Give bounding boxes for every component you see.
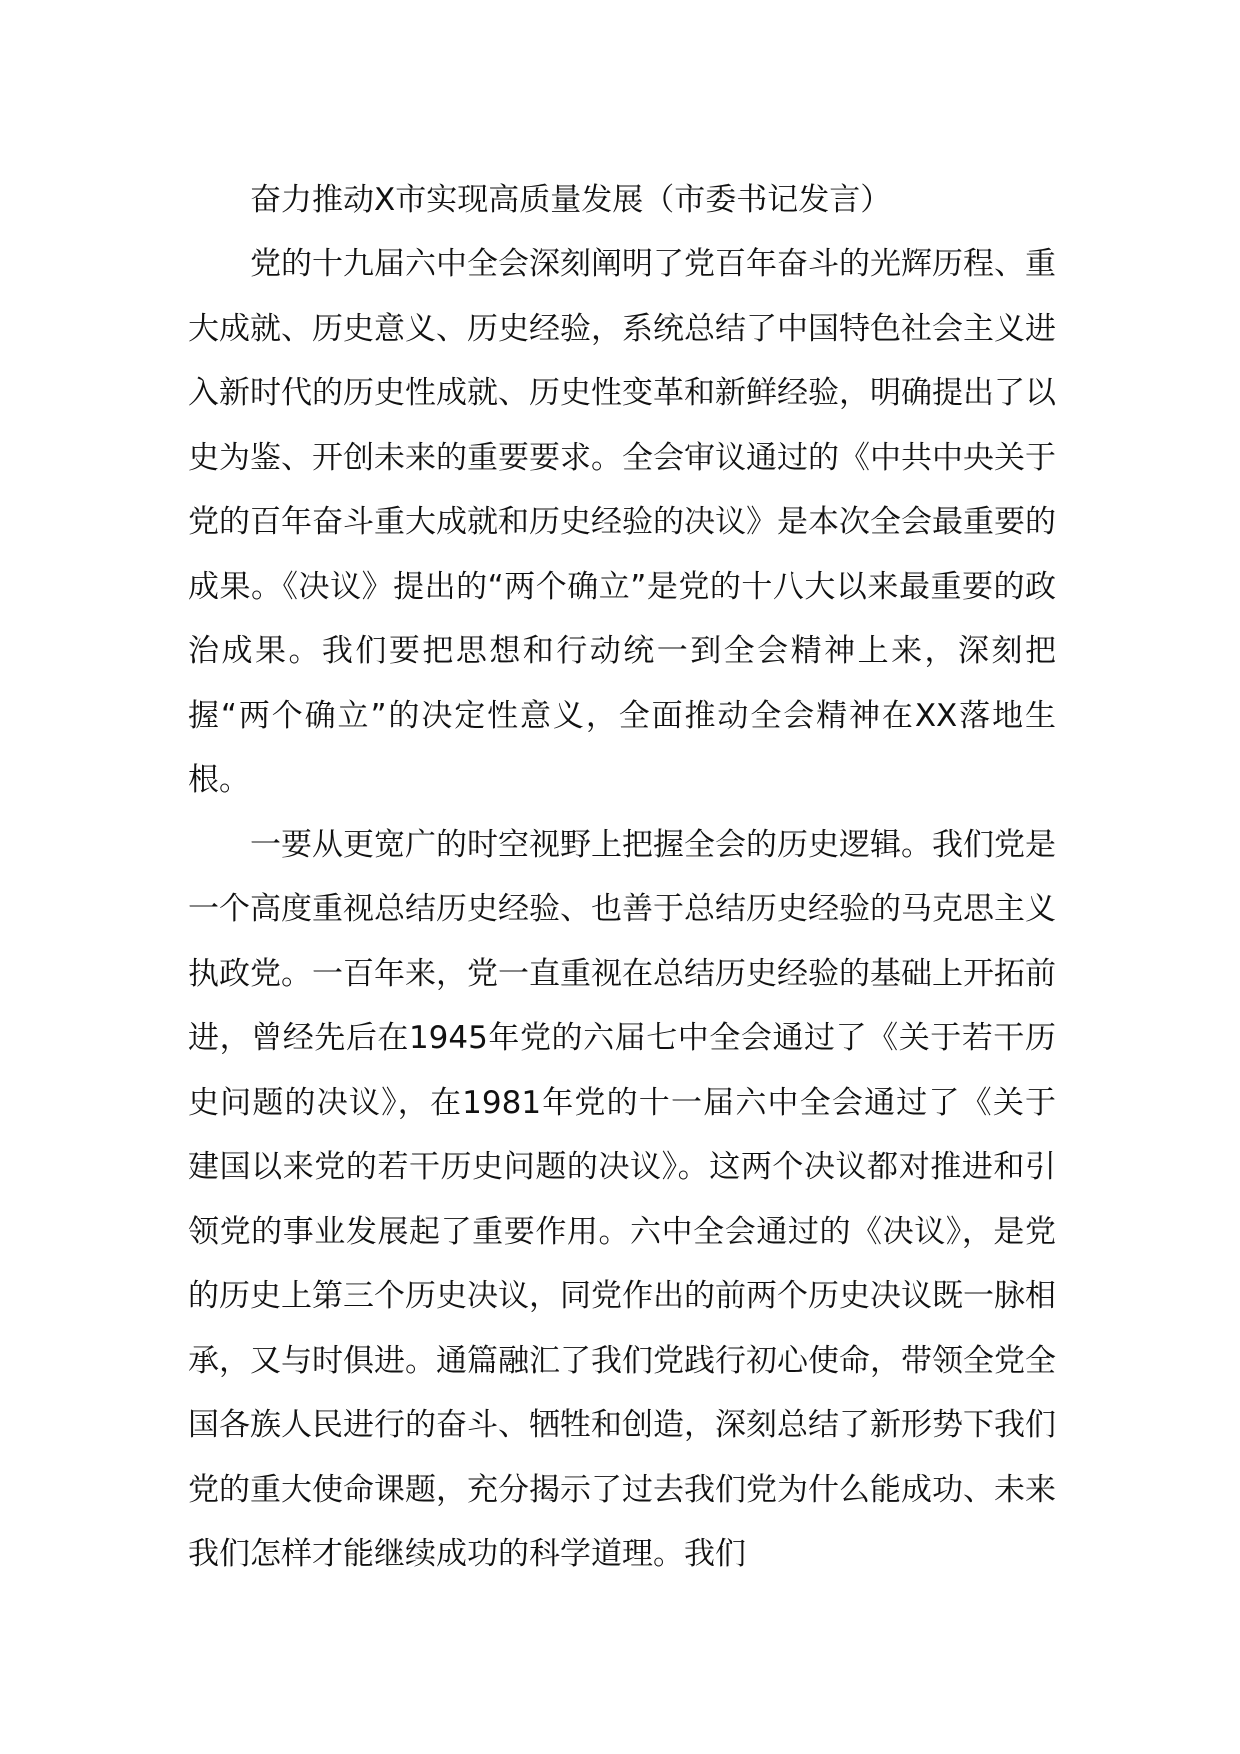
paragraph-1: 党的十九届六中全会深刻阐明了党百年奋斗的光辉历程、重大成就、历史意义、历史经验，系统总结了中国特色社会主义进入新时代的历史性成就、历史性变革和新鲜经验，明确提出了以史为鉴、开创未来的重要要求。全会审议通过的《中共中央关于党的百年奋斗重大成就和历史经验的决议》是本次全会最重要的成果。《决议》提出的“两个确立”是党的十八大以来最重要的政治成果。我们要把思想和行动统一到全会精神上来，深刻把握“两个确立”的决定性意义，全面推动全会精神在XX落地生根。 <box>188 246 1056 798</box>
document-title: 奋力推动X市实现高质量发展（市委书记发言） <box>250 182 892 218</box>
document-body <box>188 232 1056 1587</box>
paragraph-2: 一要从更宽广的时空视野上把握全会的历史逻辑。我们党是一个高度重视总结历史经验、也善于总结历史经验的马克思主义执政党。一百年来，党一直重视在总结历史经验的基础上开拓前进，曾经先后在1945年党的六届七中全会通过了《关于若干历史问题的决议》，在1981年党的十一届六中全会通过了《关于建国以来党的若干历史问题的决议》。这两个决议都对推进和引领党的事业发展起了重要作用。六中全会通过的《决议》，是党的历史上第三个历史决议，同党作出的前两个历史决议既一脉相承，又与时俱进。通篇融汇了我们党践行初心使命，带领全党全国各族人民进行的奋斗、牺牲和创造，深刻总结了新形势下我们党的重大使命课题，充分揭示了过去我们党为什么能成功、未来我们怎样才能继续成功的科学道理。我们 <box>188 826 1056 1572</box>
